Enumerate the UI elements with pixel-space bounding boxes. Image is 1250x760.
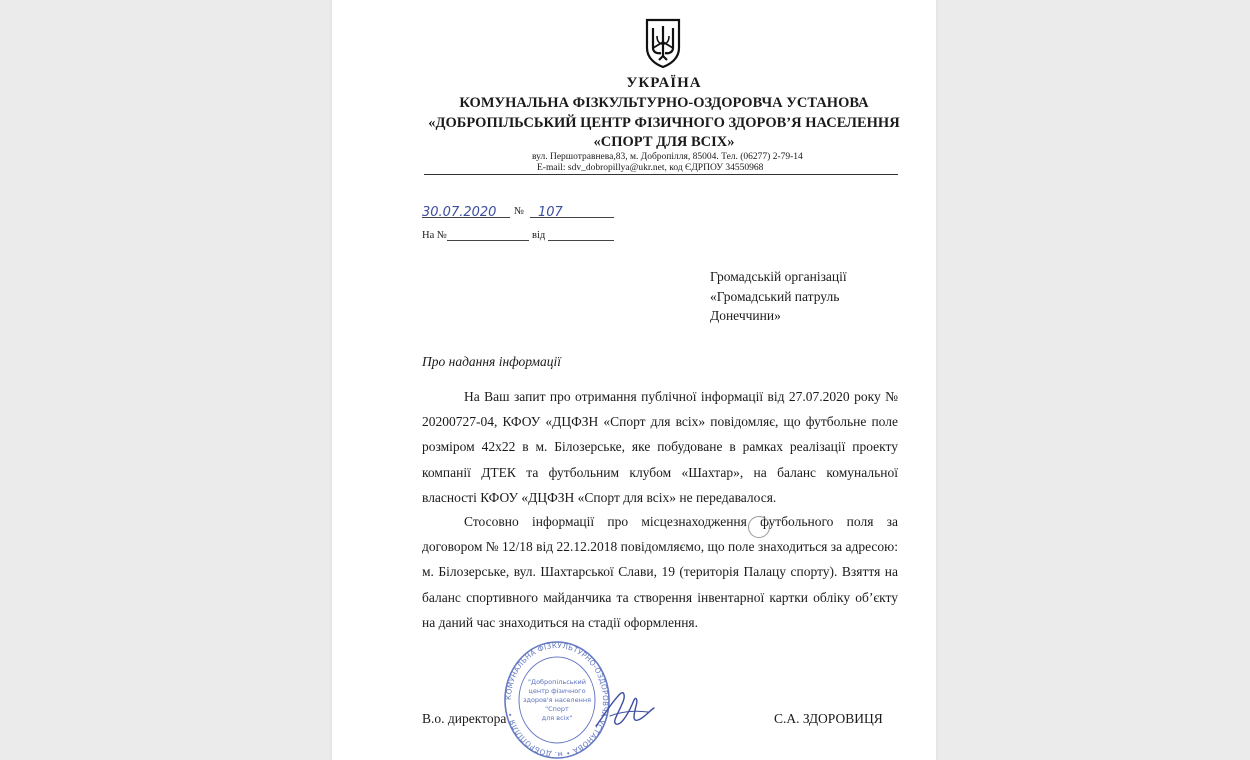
outgoing-date: 30.07.2020 [422, 205, 497, 220]
organization-line-2: «ДОБРОПІЛЬСЬКИЙ ЦЕНТР ФІЗИЧНОГО ЗДОРОВ’Я НАСЕЛЕННЯ [428, 115, 900, 131]
recipient-line-2: «Громадський патруль [710, 288, 840, 304]
recipient-block [710, 267, 930, 326]
signatory-name: С.А. ЗДОРОВИЦЯ [774, 711, 883, 726]
letter-subject: Про надання інформації [422, 354, 561, 369]
recipient-line-3: Донеччини» [710, 308, 781, 323]
incoming-date-field [548, 228, 614, 241]
outgoing-number-field [530, 203, 614, 218]
signatory-role: В.о. директора [422, 711, 507, 726]
incoming-date-label: від [532, 230, 546, 241]
organization-address: вул. Першотравнева,83, м. Добропілля, 85004. Тел. (06277) 2-79-14 [532, 152, 803, 162]
stamp-inner-line-4: "Спорт [545, 705, 569, 713]
stamp-inner-line-2: центр фізичного [528, 687, 586, 695]
stamp-inner-line-1: "Добропільський [528, 678, 586, 686]
country-name: УКРАЇНА [626, 75, 702, 91]
document-page [332, 0, 936, 760]
organization-line-3: «СПОРТ ДЛЯ ВСІХ» [593, 134, 735, 150]
coat-of-arms-icon [643, 18, 683, 68]
stamp-inner-line-3: здоров'я населення [523, 696, 591, 704]
outgoing-number-label: № [514, 206, 525, 217]
stamp-outer-text: КОМУНАЛЬНА ФІЗКУЛЬТУРНО-ОЗДОРОВЧА УСТАНОВА • м. ДОБРОПІЛЛЯ • [503, 640, 611, 760]
handwritten-signature-icon [590, 686, 660, 736]
stamp-inner-line-5: для всіх" [541, 714, 573, 722]
outgoing-number: 107 [538, 205, 563, 220]
body-paragraph-2: Стосовно інформації про місцезнаходження футбольного поля за договором № 12/18 від 22.12.2018 повідомляємо, що поле знаходиться за адресою: м. Білозерське, вул. Шахтарської Слави, 19 (територія Палацу спорту). Взяття на баланс спортивного майданчика та створення інвентарної картки обліку об’єкту на даний час знаходиться на стадії оформлення. [422, 514, 898, 630]
scan-mark [748, 516, 770, 538]
recipient-line-1: Громадській організації [710, 269, 847, 284]
organization-email: E-mail: sdv_dobropillya@ukr.net, код ЄДРПОУ 34550968 [537, 163, 764, 173]
body-paragraph-1: На Ваш запит про отримання публічної інформації від 27.07.2020 року № 20200727-04, КФОУ «ДЦФЗН «Спорт для всіх» повідомляє, що футбольне поле розміром 42х22 в м. Білозерське, яке побудоване в рамках реалізації проекту компанії ДТЕК та футбольним клубом «Шахтар», на баланс комунальної власності КФОУ «ДЦФЗН «Спорт для всіх» не передавалося. [422, 389, 898, 505]
incoming-number-field [447, 228, 529, 241]
header-divider [424, 174, 898, 175]
outgoing-date-field [422, 203, 510, 218]
organization-line-1: КОМУНАЛЬНА ФІЗКУЛЬТУРНО-ОЗДОРОВЧА УСТАНОВА [459, 95, 869, 111]
incoming-number-label: На № [422, 230, 447, 241]
